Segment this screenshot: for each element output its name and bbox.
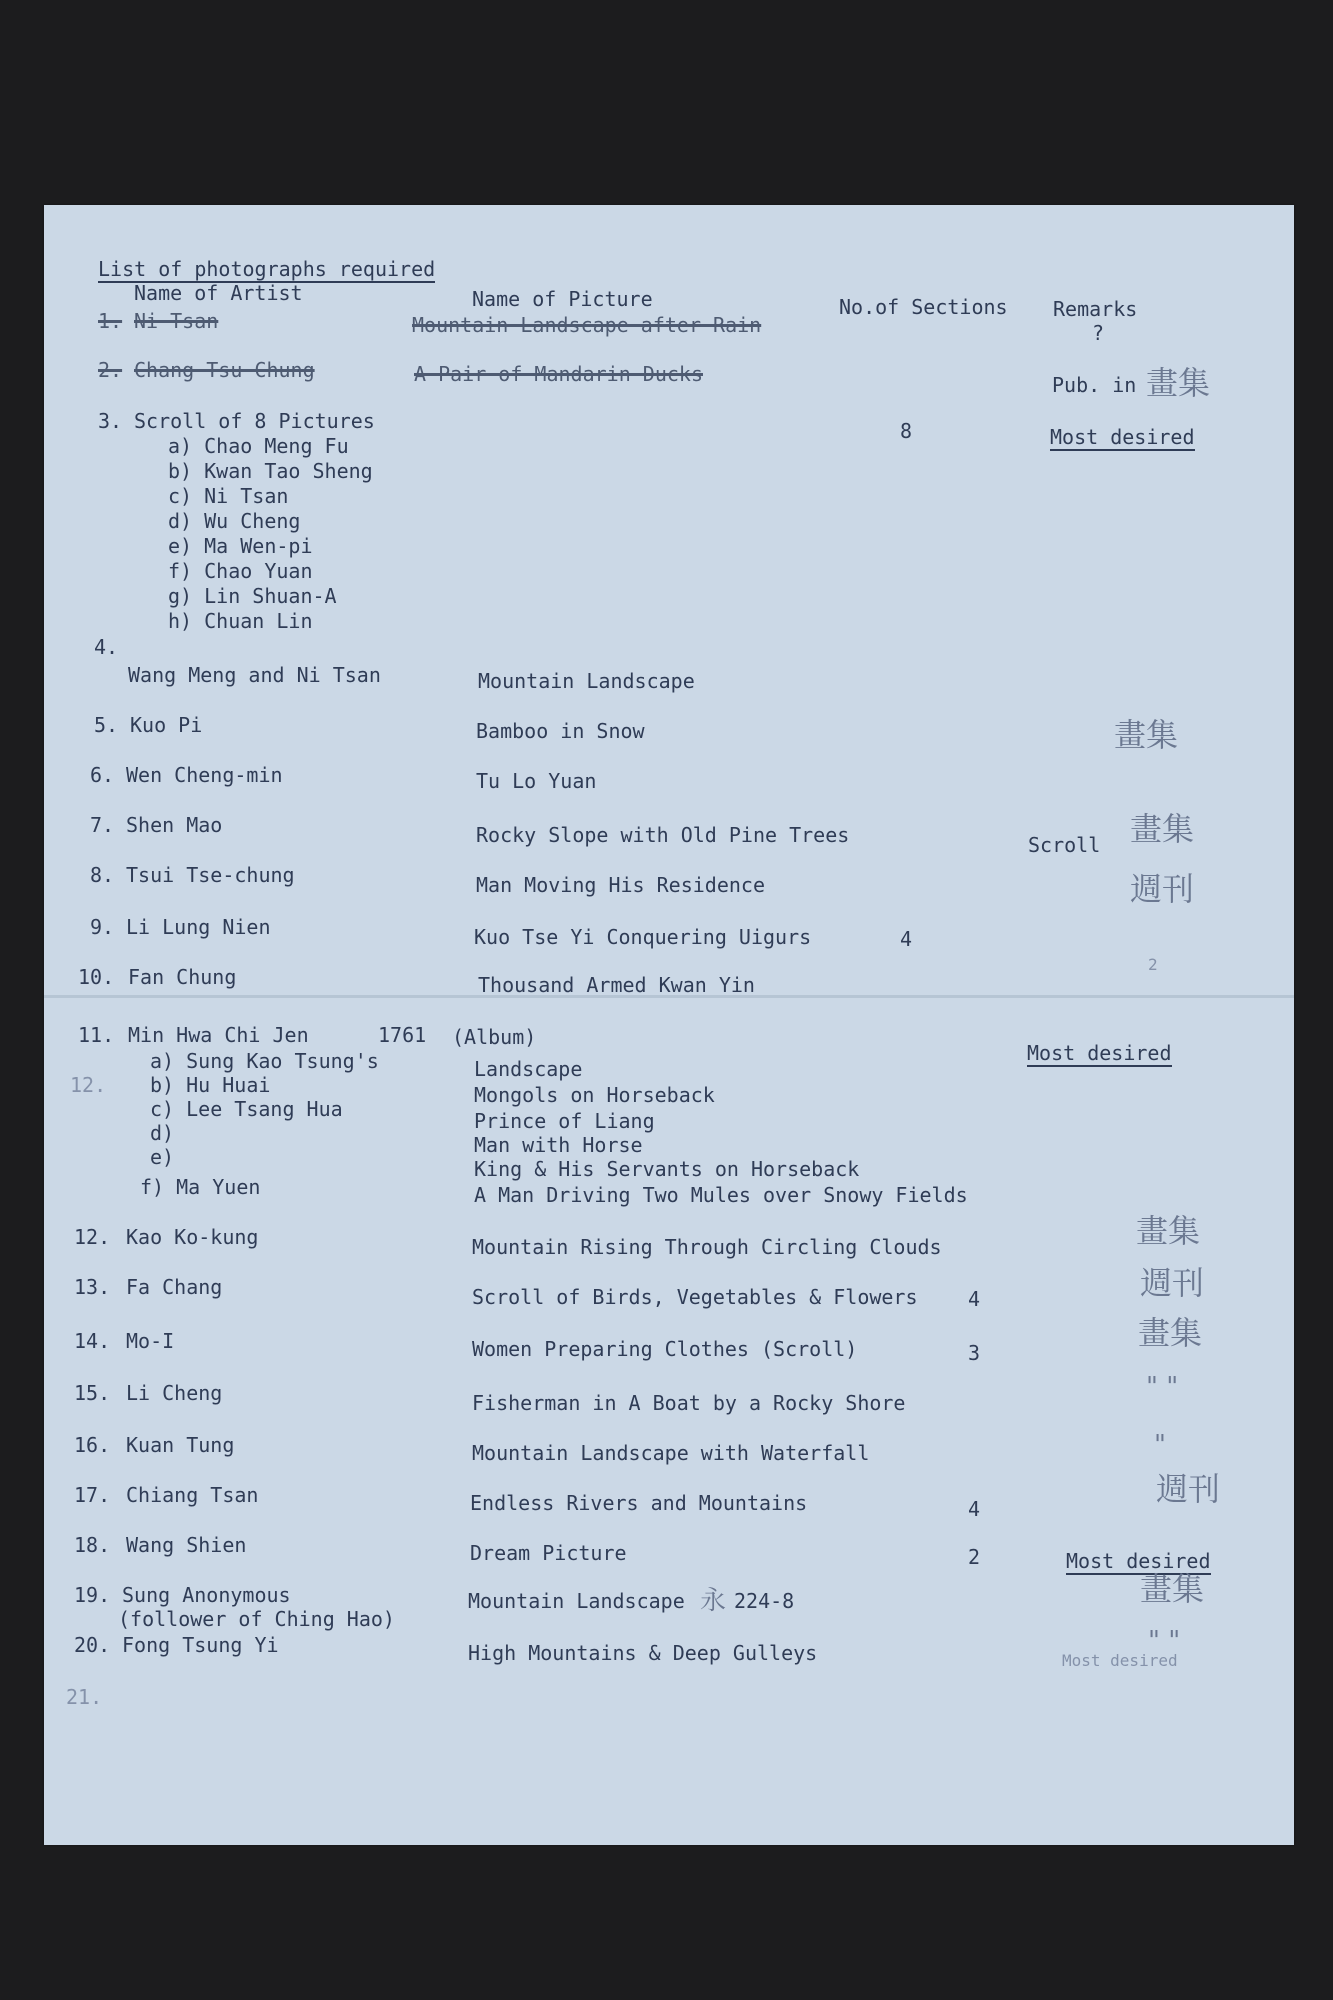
handwritten-note: 畫集 — [1140, 1570, 1205, 1608]
row-picture: Endless Rivers and Mountains — [470, 1491, 808, 1515]
handwritten-note: 畫集 — [1146, 364, 1211, 402]
row-number: 7. — [90, 813, 115, 837]
row-artist: Tsui Tse-chung — [126, 863, 295, 887]
row-number: 5. — [94, 713, 119, 737]
sub-item-picture: A Man Driving Two Mules over Snowy Fields — [474, 1183, 968, 1207]
row-artist-note: (follower of Ching Hao) — [118, 1607, 395, 1631]
row-sections: 8 — [900, 419, 913, 443]
sub-item: b) Kwan Tao Sheng — [168, 459, 373, 483]
row-picture: Mountain Landscape with Waterfall — [472, 1441, 870, 1465]
sub-item-picture: King & His Servants on Horseback — [474, 1157, 860, 1181]
sub-item-picture: Mongols on Horseback — [474, 1083, 715, 1107]
row-remark: Most desired — [1050, 425, 1195, 449]
row-artist: Shen Mao — [126, 813, 223, 837]
col-header-artist: Name of Artist — [134, 281, 303, 305]
row-picture: Fisherman in A Boat by a Rocky Shore — [472, 1391, 906, 1415]
row-artist: Scroll of 8 Pictures — [134, 409, 375, 433]
row-sections: 4 — [968, 1497, 981, 1521]
row-number: 3. — [98, 409, 123, 433]
row-number: 8. — [90, 863, 115, 887]
row-picture: High Mountains & Deep Gulleys — [468, 1641, 818, 1665]
row-number: 16. — [74, 1433, 111, 1457]
row-picture: A Pair of Mandarin Ducks — [414, 362, 703, 386]
sub-item: d) Wu Cheng — [168, 509, 301, 533]
row-picture: Bamboo in Snow — [476, 719, 645, 743]
row-picture: Tu Lo Yuan — [476, 769, 597, 793]
row-number: 11. — [78, 1023, 115, 1047]
row-number: 18. — [74, 1533, 111, 1557]
row-number: 10. — [78, 965, 115, 989]
sub-item-picture: Landscape — [474, 1057, 583, 1081]
row-number: 17. — [74, 1483, 111, 1507]
row-number: 13. — [74, 1275, 111, 1299]
margin-number: 12. — [70, 1073, 107, 1097]
sub-item: a) Chao Meng Fu — [168, 434, 349, 458]
row-remark: Scroll — [1028, 833, 1101, 857]
row-artist: Li Lung Nien — [126, 915, 271, 939]
row-remark: Most desired — [1062, 1651, 1178, 1670]
row-number: 6. — [90, 763, 115, 787]
row-number: 12. — [74, 1225, 111, 1249]
row-artist: Sung Anonymous — [122, 1583, 291, 1607]
row-number: 9. — [90, 915, 115, 939]
row-artist: Fong Tsung Yi — [122, 1633, 279, 1657]
handwritten-note: " " — [1148, 1626, 1181, 1656]
col-header-remarks: Remarks — [1053, 297, 1138, 321]
col-header-sections: No.of Sections — [839, 295, 1008, 319]
sub-item-picture: Prince of Liang — [474, 1109, 655, 1133]
row-remark: Most desired — [1027, 1041, 1172, 1065]
handwritten-note: " " — [1146, 1372, 1179, 1402]
sub-item: b) Hu Huai — [150, 1073, 271, 1097]
sub-item: e) — [150, 1145, 175, 1169]
sub-item: c) Lee Tsang Hua — [150, 1097, 343, 1121]
document-sheet — [44, 205, 1294, 1845]
row-picture: Rocky Slope with Old Pine Trees — [476, 823, 850, 847]
row-picture: Man Moving His Residence — [476, 873, 765, 897]
sub-item: h) Chuan Lin — [168, 609, 313, 633]
row-artist: Kuo Pi — [130, 713, 203, 737]
row-code: 224-8 — [734, 1589, 795, 1613]
handwritten-note: 畫集 — [1130, 810, 1195, 848]
row-number: 20. — [74, 1633, 111, 1657]
row-picture: Thousand Armed Kwan Yin — [478, 973, 755, 997]
col-header-picture: Name of Picture — [472, 287, 653, 311]
row-artist: Kao Ko-kung — [126, 1225, 259, 1249]
row-remark: Pub. in — [1052, 373, 1137, 397]
row-artist: Fan Chung — [128, 965, 237, 989]
row-number: 21. — [66, 1685, 103, 1709]
handwritten-note: " — [1154, 1430, 1166, 1460]
handwritten-note: 畫集 — [1138, 1314, 1203, 1352]
row-artist: Mo-I — [126, 1329, 175, 1353]
handwritten-note: 週刊 — [1130, 870, 1195, 908]
document-title: List of photographs required — [98, 257, 436, 281]
row-picture: Women Preparing Clothes (Scroll) — [472, 1337, 858, 1361]
sub-item: f) Ma Yuen — [140, 1175, 261, 1199]
row-number: 14. — [74, 1329, 111, 1353]
row-picture: (Album) — [452, 1025, 537, 1049]
row-sections: 4 — [968, 1287, 981, 1311]
handwritten-note: 週刊 — [1156, 1470, 1221, 1508]
row-picture: Mountain Rising Through Circling Clouds — [472, 1235, 942, 1259]
handwritten-code-mark: 永 — [700, 1586, 727, 1616]
handwritten-note: 畫集 — [1136, 1212, 1201, 1250]
row-number: 4. — [94, 635, 119, 659]
remarks-question: ? — [1092, 321, 1105, 345]
row-artist: Wen Cheng-min — [126, 763, 283, 787]
row-remark: Most desired — [1066, 1549, 1211, 1573]
handwritten-note: 2 — [1148, 955, 1158, 974]
handwritten-note: 畫集 — [1114, 716, 1179, 754]
handwritten-note: 週刊 — [1140, 1264, 1205, 1302]
sub-item: a) Sung Kao Tsung's — [150, 1049, 379, 1073]
row-artist: Kuan Tung — [126, 1433, 235, 1457]
sub-item: c) Ni Tsan — [168, 484, 289, 508]
row-picture: Mountain Landscape — [478, 669, 695, 693]
row-number: 19. — [74, 1583, 111, 1607]
row-artist: Chiang Tsan — [126, 1483, 259, 1507]
row-artist: Chang Tsu Chung — [134, 358, 315, 382]
row-sections: 2 — [968, 1545, 981, 1569]
row-artist: Ni Tsan — [134, 309, 219, 333]
row-artist: Li Cheng — [126, 1381, 223, 1405]
row-picture: Kuo Tse Yi Conquering Uigurs — [474, 925, 812, 949]
sub-item-picture: Man with Horse — [474, 1133, 643, 1157]
sub-item: e) Ma Wen-pi — [168, 534, 313, 558]
row-artist: Wang Shien — [126, 1533, 247, 1557]
row-artist: Wang Meng and Ni Tsan — [128, 663, 381, 687]
row-number: 2. — [98, 358, 123, 382]
row-picture: Dream Picture — [470, 1541, 627, 1565]
row-sections: 3 — [968, 1341, 981, 1365]
row-year: 1761 — [378, 1023, 427, 1047]
row-artist: Fa Chang — [126, 1275, 223, 1299]
sub-item: g) Lin Shuan-A — [168, 584, 337, 608]
row-picture: Mountain Landscape after Rain — [412, 313, 762, 337]
sub-item: f) Chao Yuan — [168, 559, 313, 583]
row-picture: Scroll of Birds, Vegetables & Flowers — [472, 1285, 918, 1309]
sub-item: d) — [150, 1121, 175, 1145]
row-artist: Min Hwa Chi Jen — [128, 1023, 309, 1047]
row-number: 15. — [74, 1381, 111, 1405]
row-number: 1. — [98, 309, 123, 333]
row-picture: Mountain Landscape — [468, 1589, 685, 1613]
row-sections: 4 — [900, 927, 913, 951]
